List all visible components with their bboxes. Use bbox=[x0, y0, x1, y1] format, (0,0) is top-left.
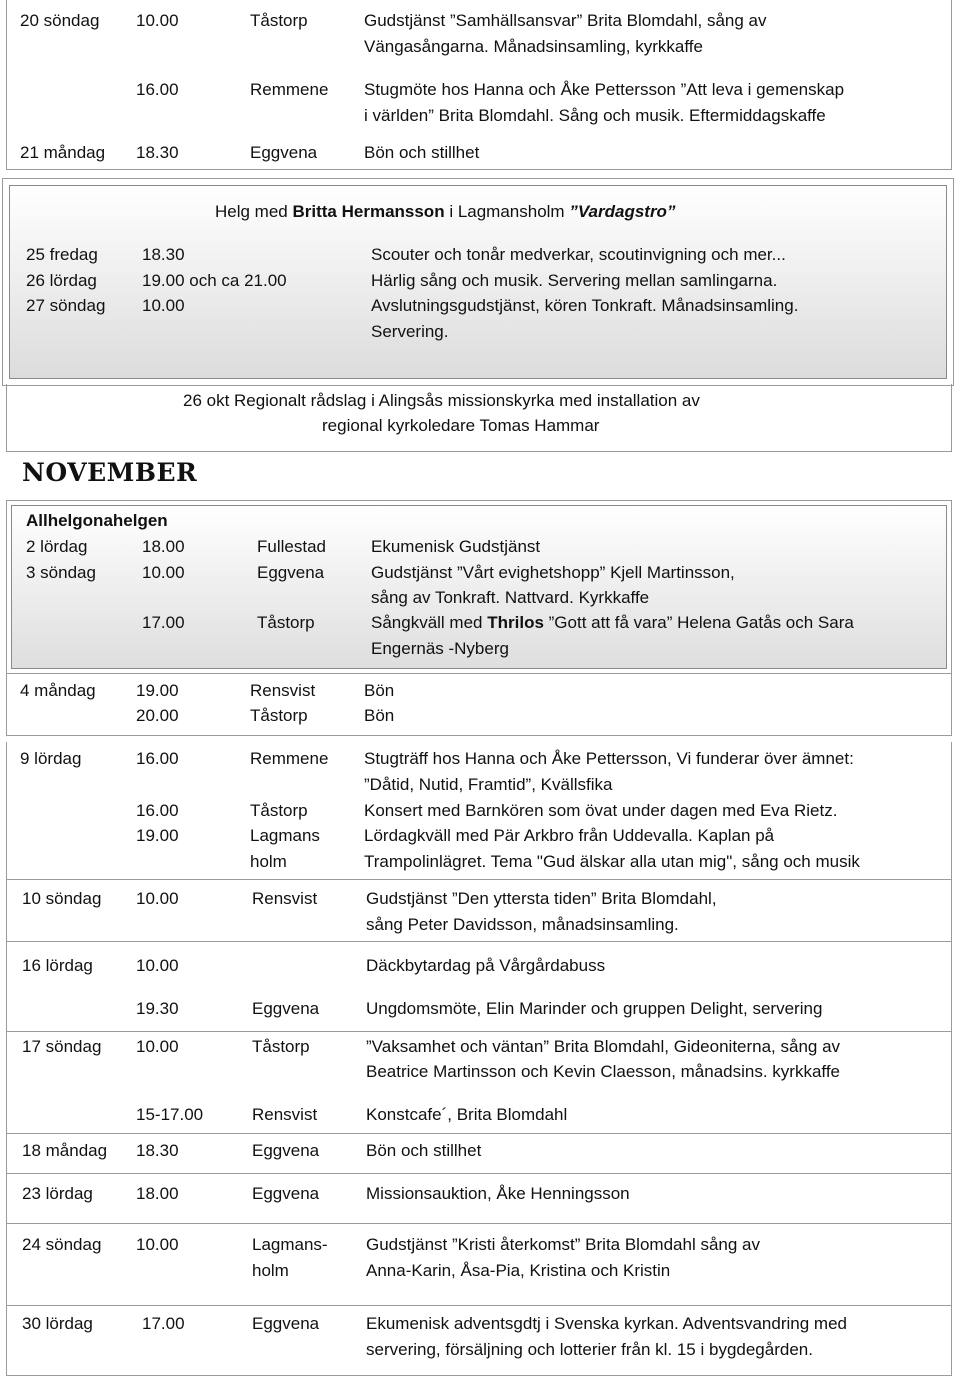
place-label: Tåstorp bbox=[257, 613, 315, 632]
place-label: Tåstorp bbox=[250, 706, 308, 725]
regional-notice: 26 okt Regionalt rådslag i Alingsås missionskyrka med installation av bbox=[183, 391, 700, 410]
place-label: Eggvena bbox=[252, 1141, 320, 1160]
speaker-name: Britta Hermansson bbox=[292, 202, 445, 221]
time-label: 18.30 bbox=[142, 245, 185, 264]
time-label: 19.30 bbox=[136, 999, 179, 1018]
group-name: Thrilos bbox=[487, 613, 544, 632]
event-description: Bön och stillhet bbox=[366, 1141, 482, 1160]
event-description-cont: servering, försäljning och lotterier från kl. 15 i bygdegården. bbox=[366, 1340, 813, 1359]
heading-text: i Lagmansholm bbox=[444, 202, 570, 221]
place-label: Eggvena bbox=[257, 563, 325, 582]
event-description: Härlig sång och musik. Servering mellan samlingarna. bbox=[371, 271, 778, 290]
time-label: 17.00 bbox=[142, 613, 185, 632]
event-description-cont: i världen” Brita Blomdahl. Sång och musik. Eftermiddagskaffe bbox=[364, 106, 826, 125]
day-label: 30 lördag bbox=[22, 1314, 93, 1333]
event-description: Konstcafe´, Brita Blomdahl bbox=[366, 1105, 568, 1124]
heading-text: Helg med bbox=[215, 202, 293, 221]
place-label: Tåstorp bbox=[250, 801, 308, 820]
event-description: ”Vaksamhet och väntan” Brita Blomdahl, Gideoniterna, sång av bbox=[366, 1037, 841, 1056]
time-label: 18.30 bbox=[136, 143, 179, 162]
section-heading: Allhelgonahelgen bbox=[26, 511, 168, 530]
event-description bbox=[371, 610, 854, 636]
event-description: Ekumenisk adventsgdtj i Svenska kyrkan. Adventsvandring med bbox=[366, 1314, 847, 1333]
event-description: Bön och stillhet bbox=[364, 143, 480, 162]
day-label: 17 söndag bbox=[22, 1037, 102, 1056]
time-label: 10.00 bbox=[136, 889, 179, 908]
time-label: 16.00 bbox=[136, 801, 179, 820]
time-label: 19.00 bbox=[136, 681, 179, 700]
place-label: Eggvena bbox=[252, 1184, 320, 1203]
regional-notice-cont: regional kyrkoledare Tomas Hammar bbox=[322, 416, 600, 435]
place-label: Lagmans- bbox=[252, 1235, 328, 1254]
event-description: Stugträff hos Hanna och Åke Pettersson, Vi funderar över ämnet: bbox=[364, 749, 854, 768]
time-label: 10.00 bbox=[136, 1235, 179, 1254]
time-label: 10.00 bbox=[142, 296, 185, 315]
event-description-cont: Vängasångarna. Månadsinsamling, kyrkkaffe bbox=[364, 37, 703, 56]
place-label: Remmene bbox=[250, 749, 329, 768]
time-label: 15-17.00 bbox=[136, 1105, 204, 1124]
event-description: Lördagkväll med Pär Arkbro från Uddevalla. Kaplan på bbox=[364, 826, 775, 845]
place-label: Rensvist bbox=[252, 889, 318, 908]
event-description: Ekumenisk Gudstjänst bbox=[371, 537, 541, 556]
weekend-heading bbox=[215, 199, 675, 225]
time-label: 10.00 bbox=[136, 11, 179, 30]
event-description: Konsert med Barnkören som övat under dagen med Eva Rietz. bbox=[364, 801, 838, 820]
day-label: 4 måndag bbox=[20, 681, 96, 700]
event-description-cont: sång av Tonkraft. Nattvard. Kyrkkaffe bbox=[371, 588, 650, 607]
time-label: 19.00 och ca 21.00 bbox=[142, 271, 287, 290]
day-label: 26 lördag bbox=[26, 271, 97, 290]
event-description-cont: Engernäs -Nyberg bbox=[371, 639, 509, 658]
day-label: 10 söndag bbox=[22, 889, 102, 908]
desc-text: ”Gott att få vara” Helena Gatås och Sara bbox=[543, 613, 854, 632]
event-description: Däckbytardag på Vårgårdabuss bbox=[366, 956, 606, 975]
time-label: 16.00 bbox=[136, 80, 179, 99]
place-label: Remmene bbox=[250, 80, 329, 99]
event-description: Gudstjänst ”Samhällsansvar” Brita Blomdahl, sång av bbox=[364, 11, 767, 30]
event-description: Avslutningsgudstjänst, kören Tonkraft. Månadsinsamling. bbox=[371, 296, 799, 315]
day-label: 18 måndag bbox=[22, 1141, 108, 1160]
place-label: Lagmans bbox=[250, 826, 320, 845]
day-label: 20 söndag bbox=[20, 11, 100, 30]
event-description-cont: sång Peter Davidsson, månadsinsamling. bbox=[366, 915, 679, 934]
weekend-theme: ”Vardagstro” bbox=[569, 202, 676, 221]
place-label: Fullestad bbox=[257, 537, 326, 556]
event-description: Stugmöte hos Hanna och Åke Pettersson ”Att leva i gemenskap bbox=[364, 80, 845, 99]
place-label: Eggvena bbox=[252, 999, 320, 1018]
event-description: Gudstjänst ”Den yttersta tiden” Brita Blomdahl, bbox=[366, 889, 717, 908]
day-label: 16 lördag bbox=[22, 956, 93, 975]
day-label: 9 lördag bbox=[20, 749, 82, 768]
place-label: Tåstorp bbox=[250, 11, 308, 30]
day-label: 3 söndag bbox=[26, 563, 96, 582]
place-label: Rensvist bbox=[252, 1105, 318, 1124]
time-label: 10.00 bbox=[136, 1037, 179, 1056]
place-label: Tåstorp bbox=[252, 1037, 310, 1056]
desc-text: Sångkväll med bbox=[371, 613, 488, 632]
place-label-cont: holm bbox=[252, 1261, 289, 1280]
event-description: Gudstjänst ”Kristi återkomst” Brita Blomdahl sång av bbox=[366, 1235, 760, 1254]
time-label: 18.00 bbox=[142, 537, 185, 556]
event-description-cont: Trampolinlägret. Tema "Gud älskar alla utan mig", sång och musik bbox=[364, 852, 860, 871]
time-label: 20.00 bbox=[136, 706, 179, 725]
day-label: 2 lördag bbox=[26, 537, 88, 556]
time-label: 16.00 bbox=[136, 749, 179, 768]
place-label-cont: holm bbox=[250, 852, 287, 871]
event-description-cont: Anna-Karin, Åsa-Pia, Kristina och Kristin bbox=[366, 1261, 671, 1280]
event-description: Ungdomsmöte, Elin Marinder och gruppen Delight, servering bbox=[366, 999, 823, 1018]
time-label: 10.00 bbox=[142, 563, 185, 582]
day-label: 25 fredag bbox=[26, 245, 98, 264]
event-description: Bön bbox=[364, 681, 395, 700]
place-label: Rensvist bbox=[250, 681, 316, 700]
time-label: 18.30 bbox=[136, 1141, 179, 1160]
place-label: Eggvena bbox=[252, 1314, 320, 1333]
time-label: 10.00 bbox=[136, 956, 179, 975]
time-label: 17.00 bbox=[142, 1314, 185, 1333]
month-heading: NOVEMBER bbox=[22, 458, 198, 487]
event-description: Scouter och tonår medverkar, scoutinvigning och mer... bbox=[371, 245, 786, 264]
event-description: Gudstjänst ”Vårt evighetshopp” Kjell Martinsson, bbox=[371, 563, 735, 582]
day-label: 23 lördag bbox=[22, 1184, 93, 1203]
day-label: 24 söndag bbox=[22, 1235, 102, 1254]
event-description-cont: ”Dåtid, Nutid, Framtid”, Kvällsfika bbox=[364, 775, 613, 794]
place-label: Eggvena bbox=[250, 143, 318, 162]
event-description-cont: Beatrice Martinsson och Kevin Claesson, månadsins. kyrkkaffe bbox=[366, 1062, 841, 1081]
event-description-cont: Servering. bbox=[371, 322, 449, 341]
time-label: 19.00 bbox=[136, 826, 179, 845]
day-label: 21 måndag bbox=[20, 143, 106, 162]
event-description: Missionsauktion, Åke Henningsson bbox=[366, 1184, 630, 1203]
day-label: 27 söndag bbox=[26, 296, 106, 315]
time-label: 18.00 bbox=[136, 1184, 179, 1203]
event-description: Bön bbox=[364, 706, 395, 725]
